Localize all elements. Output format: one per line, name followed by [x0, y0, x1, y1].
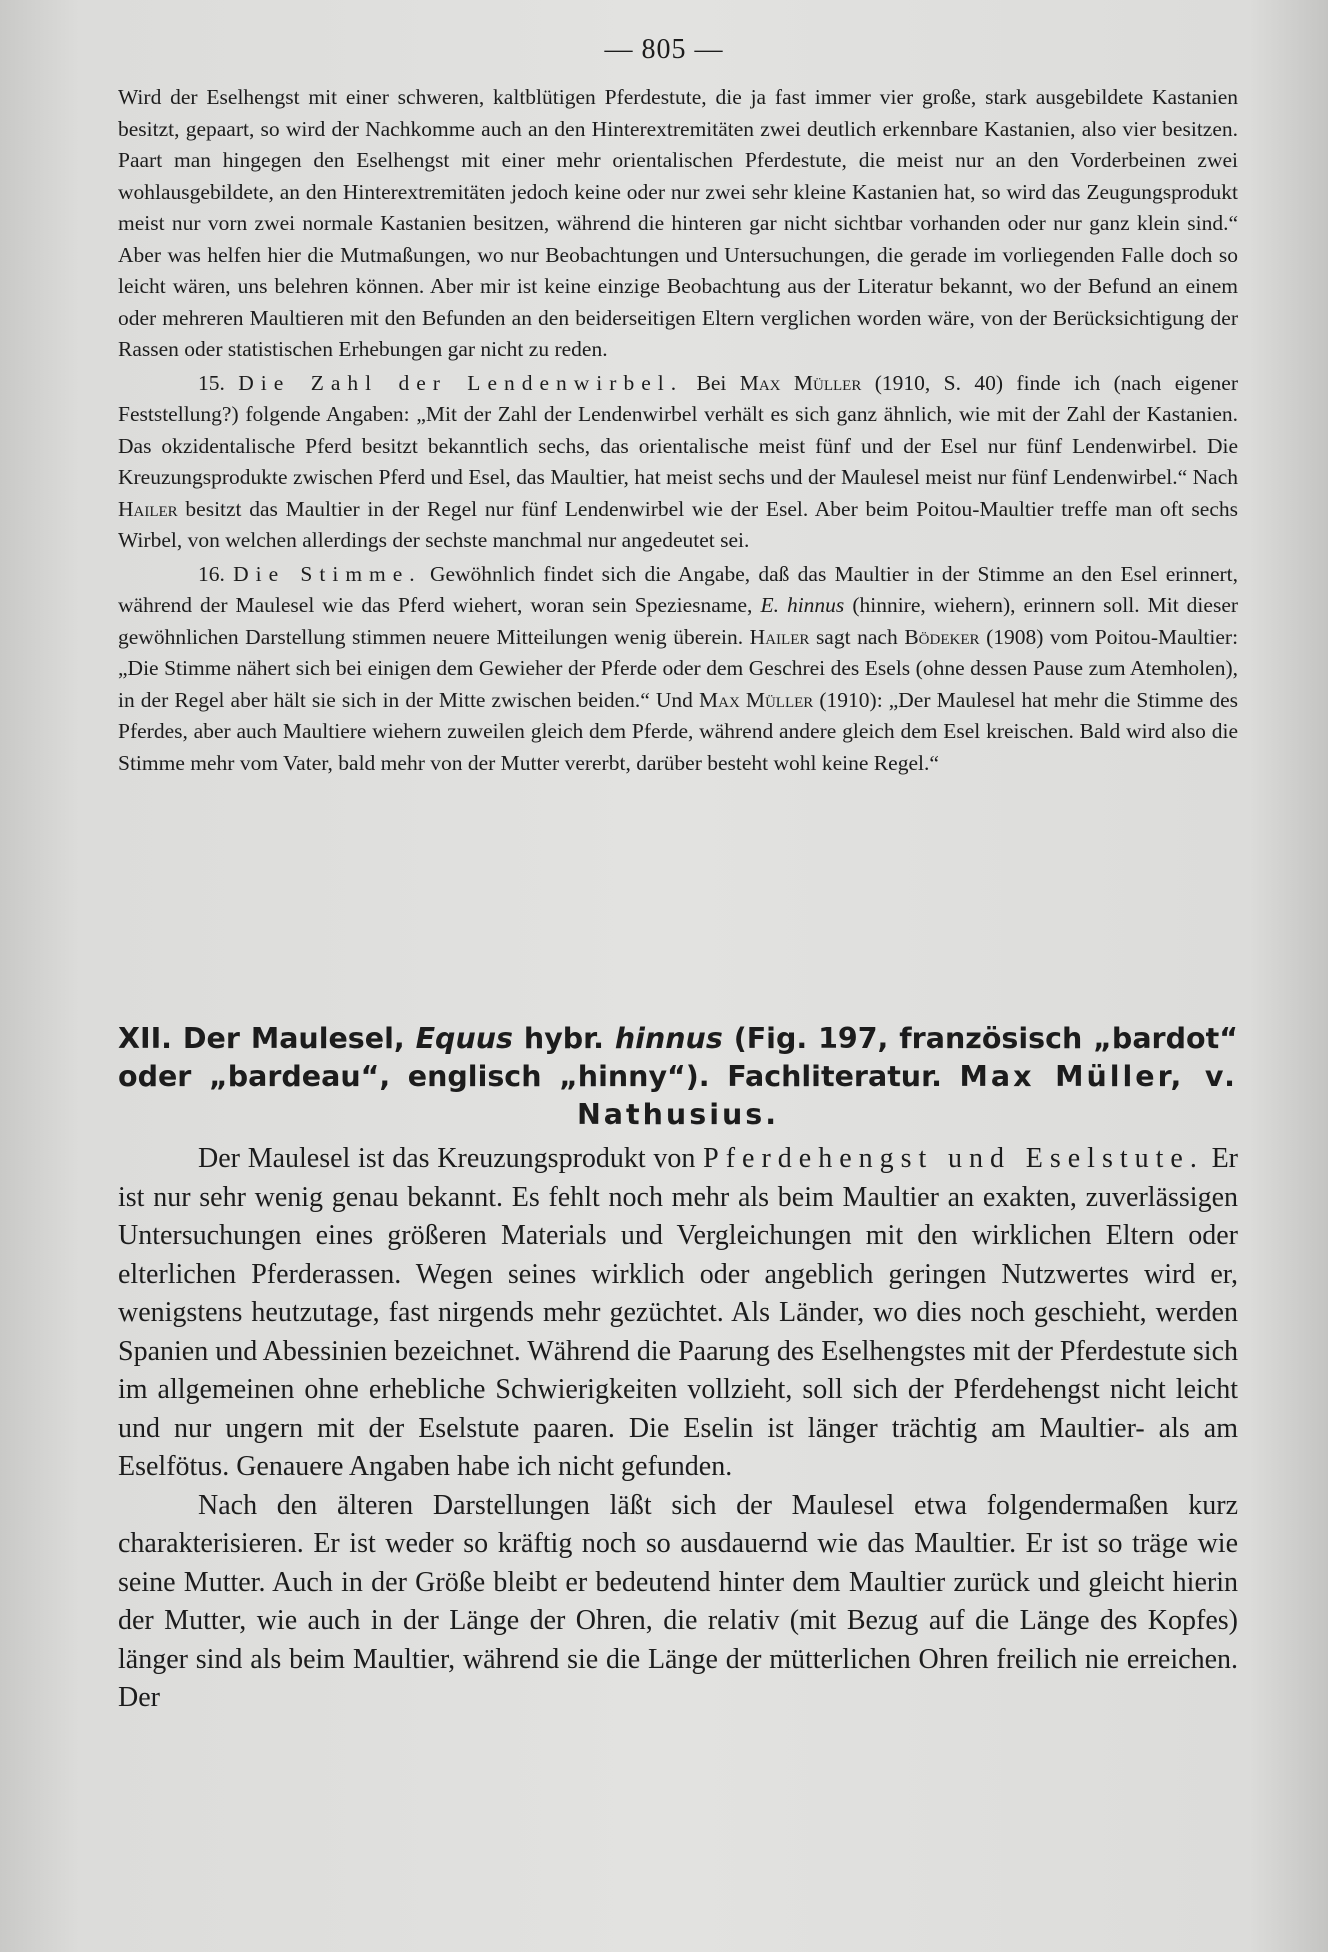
- heading-authors: Max Müller, v. Nathusius.: [576, 1060, 1238, 1131]
- author-ref: Hailer: [749, 624, 810, 649]
- lower-text-block: [118, 1140, 1238, 1718]
- section-15-title: Die Zahl der Lendenwirbel.: [238, 370, 684, 395]
- paragraph-maulesel-intro: Der Maulesel ist das Kreuzungsprodukt von Pferdehengst und Eselstute. Er ist nur sehr wenig genau bekannt. Es fehlt noch mehr als beim Maultier an exakten, zuverlässigen Untersuchungen eines größeren Materials und Vergleichungen mit den wirklichen Eltern oder elterlichen Pferderassen. Wegen seines wirklich oder angeblich geringen Nutzwertes wird er, wenigstens heutzutage, fast nirgends mehr gezüchtet. Als Länder, wo dies noch geschieht, werden Spanien und Abessinien bezeichnet. Während die Paarung des Eselhengstes mit der Pferdestute sich im allgemeinen ohne erhebliche Schwierigkeiten vollzieht, soll sich der Pferdehengst nicht leicht und nur ungern mit der Eselstute paaren. Die Eselin ist länger trächtig am Maultier- als am Eselfötus. Genauere Angaben habe ich nicht gefunden.: [118, 1143, 1239, 1482]
- section-16-title: Die Stimme.: [233, 561, 422, 586]
- section-15: 15. Die Zahl der Lendenwirbel. Bei Max Müller (1910, S. 40) finde ich (nach eigener Feststellung?) folgende Angaben: „Mit der Zahl der Lendenwirbel verhält es sich ganz ähnlich, wie mit der Zahl der Kastanien. Das okzidentalische Pferd besitzt bekanntlich sechs, das orientalische meist fünf und der Esel nur fünf Lendenwirbel. Die Kreuzungsprodukte zwischen Pferd und Esel, das Maultier, hat meist sechs und der Maulesel meist nur fünf Lendenwirbel.“ Nach Hailer besitzt das Maultier in der Regel nur fünf Lendenwirbel wie der Esel. Aber beim Poitou-Maultier treffe man oft sechs Wirbel, von welchen allerdings der sechste manchmal nur angedeutet sei.: [118, 370, 1239, 552]
- section-16: 16. Die Stimme. Gewöhnlich findet sich die Angabe, daß das Maultier in der Stimme an den Esel erinnert, während der Maulesel wie das Pferd wiehert, woran sein Speziesname, E. hinnus (hinnire, wiehern), erinnern soll. Mit dieser gewöhnlichen Darstellung stimmen neuere Mitteilungen wenig überein. Hailer sagt nach Bödeker (1908) vom Poitou-Maultier: „Die Stimme nähert sich bei einigen dem Gewieher der Pferde oder dem Geschrei des Esels (ohne dessen Pause zum Atemholen), in der Regel aber hält sie sich in der Mitte zwischen beiden.“ Und Max Müller (1910): „Der Maulesel hat mehr die Stimme des Pferdes, aber auch Maultiere wiehern zuweilen gleich dem Pferde, während andere gleich dem Esel kreischen. Bald wird also die Stimme mehr vom Vater, bald mehr von der Mutter vererbt, darüber besteht wohl keine Regel.“: [118, 561, 1239, 775]
- chapter-heading: XII. Der Maulesel, Equus hybr. hinnus (Fig. 197, französisch „bardot“ oder „bardeau“, englisch „hinny“). Fachliteratur. Max Müller, v. Nathusius.: [118, 1022, 1238, 1131]
- upper-text-block: [118, 82, 1238, 779]
- species-name: E. hinnus: [760, 593, 845, 617]
- emphasis-parents: Pferdehengst und Eselstute.: [703, 1143, 1204, 1174]
- paragraph-maulesel-characteristics: Nach den älteren Darstellungen läßt sich der Maulesel etwa folgendermaßen kurz charakterisieren. Er ist weder so kräftig noch so ausdauernd wie das Maultier. Er ist so träge wie seine Mutter. Auch in der Größe bleibt er bedeutend hinter dem Maultier zurück und gleicht hierin der Mutter, wie auch in der Länge der Ohren, die relativ (mit Bezug auf die Länge des Kopfes) länger sind als beim Maultier, während sie die Länge der mütterlichen Ohren freilich nie erreichen. Der: [118, 1489, 1238, 1713]
- page-number: — 805 —: [604, 34, 724, 65]
- paragraph-kastanien: Wird der Eselhengst mit einer schweren, kaltblütigen Pferdestute, die ja fast immer vier große, stark ausgebildete Kastanien besitzt, gepaart, so wird der Nachkomme auch an den Hinterextremitäten zwei deutlich erkennbare Kastanien, also vier besitzen. Paart man hingegen den Eselhengst mit einer mehr orientalischen Pferdestute, die meist nur an den Vorderbeinen zwei wohlausgebildete, an den Hinterextremitäten jedoch keine oder nur zwei sehr kleine Kastanien hat, so wird das Zeugungsprodukt meist nur vorn zwei normale Kastanien besitzen, während die hinteren gar nicht sichtbar vorhanden oder nur ganz klein sind.“ Aber was helfen hier die Mutmaßungen, wo nur Beobachtungen und Untersuchungen, die gerade im vorliegenden Falle doch so leicht wären, uns belehren können. Aber mir ist keine einzige Beobachtung aus der Literatur bekannt, wo der Befund an einem oder mehreren Maultieren mit den Befunden an den beiderseitigen Eltern verglichen worden wäre, von der Berücksichtigung der Rassen oder statistischen Erhebungen gar nicht zu reden.: [118, 85, 1238, 361]
- section-15-number: 15.: [198, 370, 225, 395]
- section-16-number: 16.: [198, 561, 225, 586]
- author-ref: Max Müller: [739, 370, 862, 395]
- genus-name: Equus: [415, 1022, 514, 1055]
- author-ref: Max Müller: [699, 687, 814, 712]
- author-ref: Hailer: [118, 496, 178, 521]
- author-ref: Bödeker: [904, 624, 980, 649]
- species-name: hinnus: [614, 1022, 723, 1055]
